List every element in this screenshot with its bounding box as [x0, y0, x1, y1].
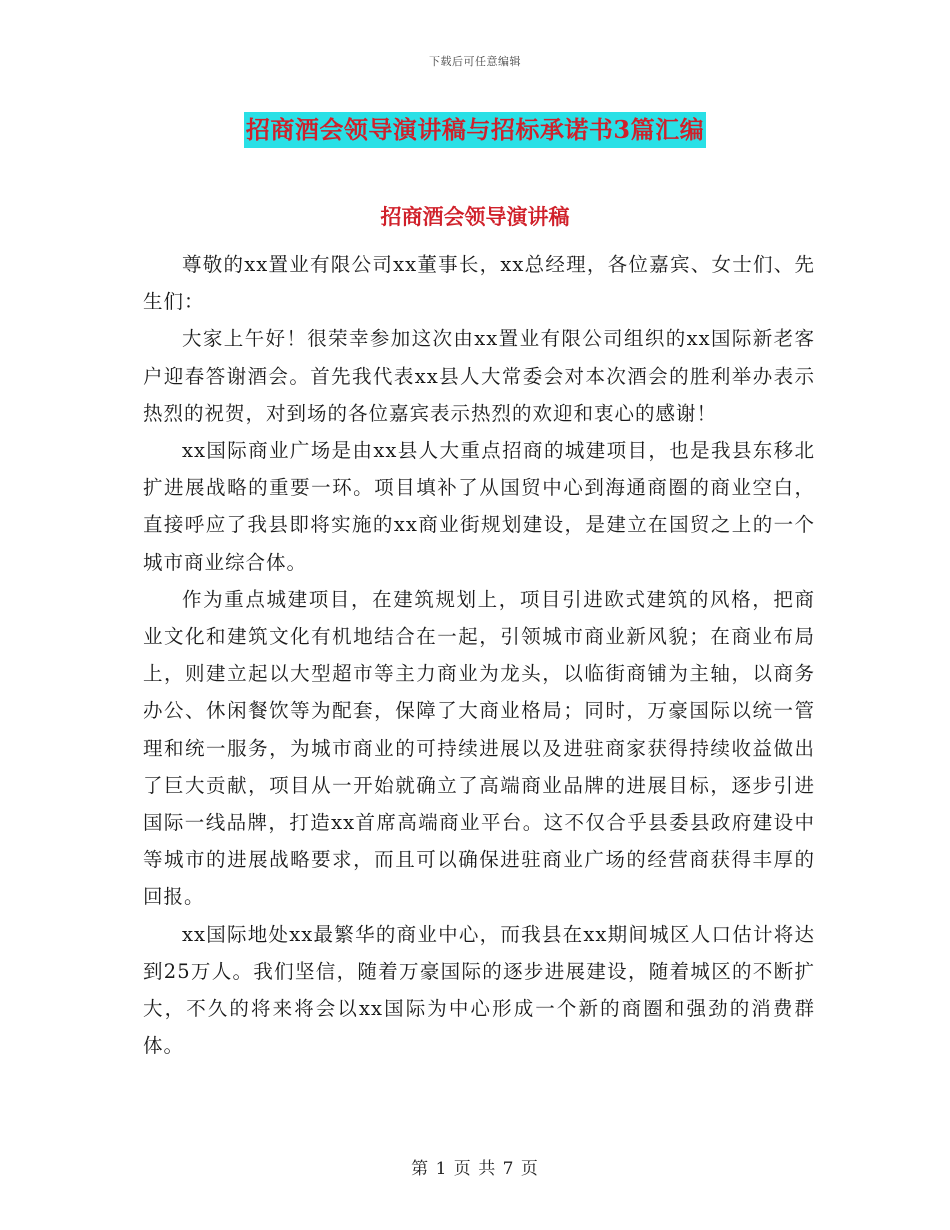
- section-title: 招商酒会领导演讲稿: [380, 204, 570, 229]
- paragraph: 作为重点城建项目，在建筑规划上，项目引进欧式建筑的风格，把商业文化和建筑文化有机地结合在一起，引领城市商业新风貌；在商业布局上，则建立起以大型超市等主力商业为龙头，以临街商铺为主轴，以商务办公、休闲餐饮等为配套，保障了大商业格局；同时，万豪国际以统一管理和统一服务，为城市商业的可持续进展以及进驻商家获得持续收益做出了巨大贡献，项目从一开始就确立了高端商业品牌的进展目标，逐步引进国际一线品牌，打造xx首席高端商业平台。这不仅合乎县委县政府建设中等城市的进展战略要求，而且可以确保进驻商业广场的经营商获得丰厚的回报。: [143, 587, 815, 909]
- body-text: [143, 246, 815, 1064]
- page-number: 第 1 页 共 7 页: [411, 1159, 539, 1179]
- paragraph: xx国际地处xx最繁华的商业中心，而我县在xx期间城区人口估计将达到25万人。我们坚信，随着万豪国际的逐步进展建设，随着城区的不断扩大，不久的将来将会以xx国际为中心形成一个新的商圈和强劲的消费群体。: [143, 922, 815, 1058]
- paragraph-greeting: 尊敬的xx置业有限公司xx董事长，xx总经理，各位嘉宾、女士们、先生们：: [143, 253, 815, 314]
- page-header-note: 下载后可任意编辑: [429, 55, 521, 68]
- paragraph: 大家上午好！很荣幸参加这次由xx置业有限公司组织的xx国际新老客户迎春答谢酒会。首先我代表xx县人大常委会对本次酒会的胜利举办表示热烈的祝贺，对到场的各位嘉宾表示热烈的欢迎和衷心的感谢！: [143, 327, 815, 425]
- document-title: 招商酒会领导演讲稿与招标承诺书3篇汇编: [244, 112, 706, 148]
- paragraph: xx国际商业广场是由xx县人大重点招商的城建项目，也是我县东移北扩进展战略的重要一环。项目填补了从国贸中心到海通商圈的商业空白，直接呼应了我县即将实施的xx商业街规划建设，是建立在国贸之上的一个城市商业综合体。: [143, 439, 815, 574]
- document-title-block: [0, 112, 950, 148]
